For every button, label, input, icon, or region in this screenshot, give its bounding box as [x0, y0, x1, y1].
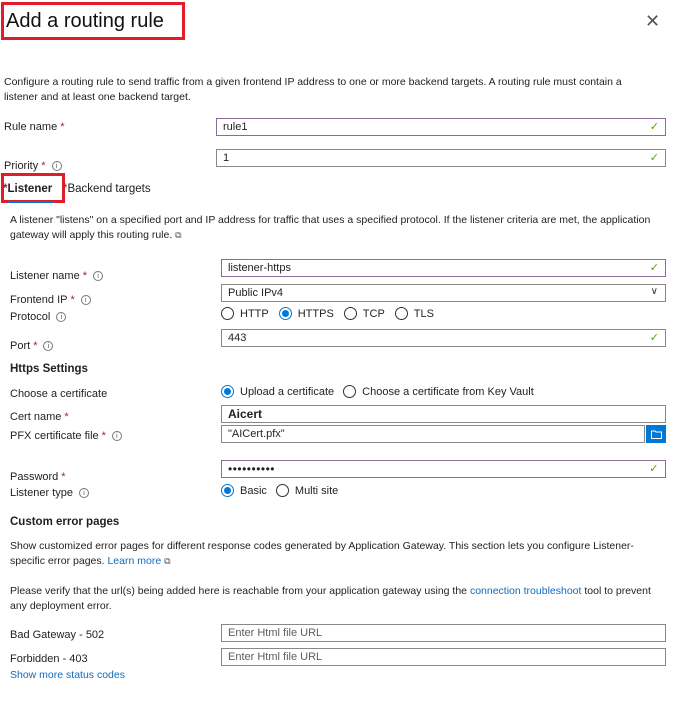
- verify-description: Please verify that the url(s) being added here is reachable from your application gateway using the connection troubleshoot tool to prevent any deployment error.: [10, 585, 651, 612]
- browse-file-button[interactable]: [646, 425, 666, 443]
- rule-name-label: Rule name *: [4, 121, 65, 133]
- show-more-status-codes-link[interactable]: Show more status codes: [10, 669, 125, 681]
- rule-name-input[interactable]: rule1 ✓: [216, 118, 666, 136]
- info-icon[interactable]: i: [112, 431, 122, 441]
- choose-cert-label: Choose a certificate: [10, 388, 108, 400]
- info-icon[interactable]: i: [79, 488, 89, 498]
- page-title: Add a routing rule: [6, 10, 164, 32]
- info-icon[interactable]: i: [81, 295, 91, 305]
- cert-name-label: Cert name *: [10, 411, 69, 423]
- password-label: Password *: [10, 471, 66, 483]
- bad-gateway-url-input[interactable]: Enter Html file URL: [221, 624, 666, 642]
- check-icon: ✓: [649, 262, 659, 274]
- listener-description: A listener "listens" on a specified port and IP address for traffic that uses a specified protocol. If the listener criteria are met, the application gateway will apply this routing rule. ⧉: [10, 214, 651, 241]
- cert-name-input[interactable]: Aicert: [221, 405, 666, 423]
- external-link-icon[interactable]: ⧉: [175, 230, 182, 240]
- listener-type-label: Listener type i: [10, 487, 89, 499]
- priority-input[interactable]: 1 ✓: [216, 149, 666, 167]
- check-icon: ✓: [649, 121, 659, 133]
- folder-icon: [651, 430, 662, 439]
- info-icon[interactable]: i: [43, 341, 53, 351]
- check-icon: ✓: [649, 332, 659, 344]
- learn-more-link[interactable]: Learn more: [107, 555, 162, 567]
- listener-type-radio-group: [221, 484, 338, 497]
- https-settings-heading: Https Settings: [10, 363, 88, 375]
- priority-label: Priority * i: [4, 160, 62, 172]
- custom-error-description: Show customized error pages for different response codes generated by Application Gateway. This section lets you configure Listener-specific error pages. Learn more ⧉: [10, 540, 634, 567]
- protocol-radio-group: [221, 307, 434, 320]
- info-icon[interactable]: i: [52, 161, 62, 171]
- frontend-ip-select[interactable]: Public IPv4 ∨: [221, 284, 666, 302]
- protocol-label: Protocol i: [10, 311, 66, 323]
- page-description: Configure a routing rule to send traffic from a given frontend IP address to one or more backend targets. A routing rule must contain a listener and at least one backend target.: [4, 76, 622, 103]
- radio-multi-site[interactable]: Multi site: [276, 484, 338, 497]
- tab-active-indicator: [8, 201, 54, 203]
- connection-troubleshoot-link[interactable]: connection troubleshoot: [469, 585, 582, 597]
- tab-backend-targets[interactable]: *Backend targets: [63, 183, 151, 195]
- tab-listener[interactable]: *Listener: [3, 183, 53, 195]
- chevron-down-icon: ∨: [650, 286, 658, 297]
- custom-error-heading: Custom error pages: [10, 516, 120, 528]
- protocol-radio-tcp[interactable]: TCP: [344, 307, 385, 320]
- protocol-radio-http[interactable]: HTTP: [221, 307, 269, 320]
- external-link-icon[interactable]: ⧉: [164, 556, 171, 566]
- cert-source-radio-group: [221, 385, 534, 398]
- check-icon: ✓: [649, 152, 659, 164]
- port-label: Port * i: [10, 340, 53, 352]
- bad-gateway-label: Bad Gateway - 502: [10, 629, 105, 641]
- radio-basic[interactable]: Basic: [221, 484, 267, 497]
- frontend-ip-label: Frontend IP * i: [10, 294, 91, 306]
- pfx-file-label: PFX certificate file * i: [10, 430, 122, 442]
- forbidden-url-input[interactable]: Enter Html file URL: [221, 648, 666, 666]
- radio-upload-cert[interactable]: Upload a certificate: [221, 385, 334, 398]
- radio-key-vault-cert[interactable]: Choose a certificate from Key Vault: [343, 385, 534, 398]
- listener-name-label: Listener name * i: [10, 270, 103, 282]
- check-icon: ✓: [649, 463, 659, 475]
- info-icon[interactable]: i: [56, 312, 66, 322]
- password-input[interactable]: •••••••••• ✓: [221, 460, 666, 478]
- close-icon[interactable]: ✕: [645, 11, 661, 31]
- protocol-radio-tls[interactable]: TLS: [395, 307, 434, 320]
- pfx-file-input[interactable]: "AICert.pfx": [221, 425, 645, 443]
- protocol-radio-https[interactable]: HTTPS: [279, 307, 334, 320]
- forbidden-label: Forbidden - 403: [10, 653, 88, 665]
- port-input[interactable]: 443 ✓: [221, 329, 666, 347]
- listener-name-input[interactable]: listener-https ✓: [221, 259, 666, 277]
- info-icon[interactable]: i: [93, 271, 103, 281]
